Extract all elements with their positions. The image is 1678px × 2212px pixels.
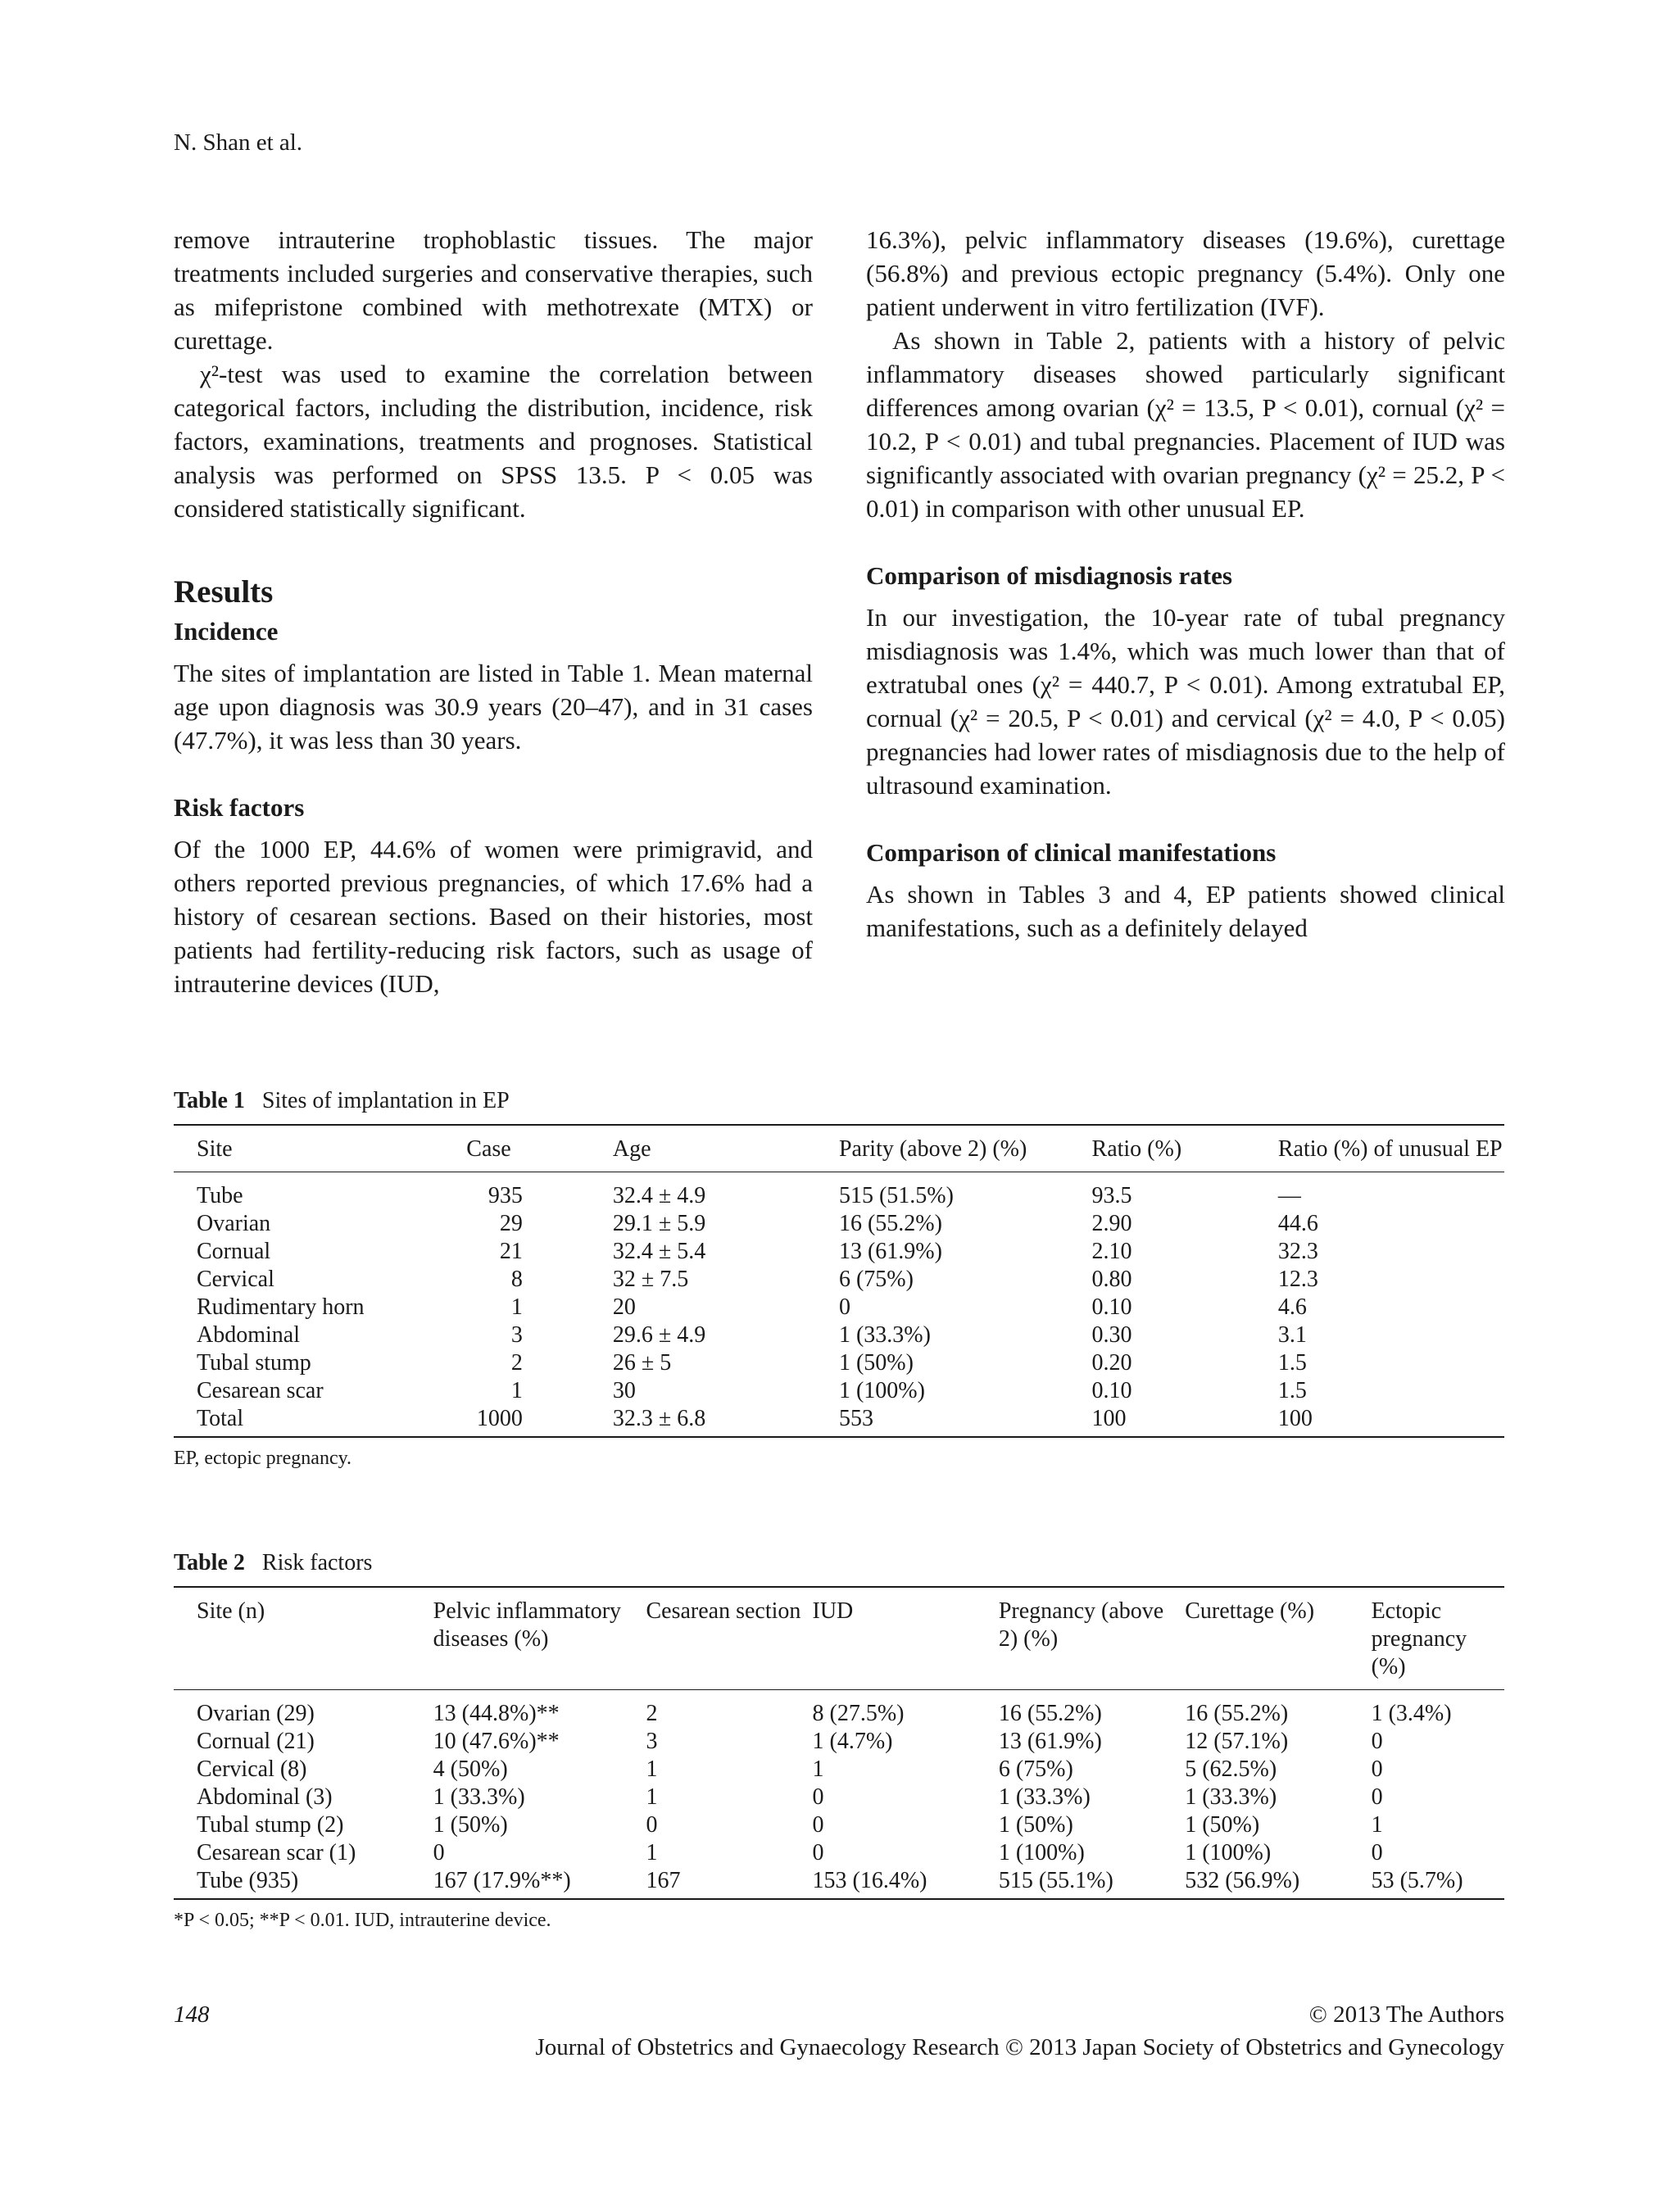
table-1-cell: 0.20 xyxy=(1091,1350,1132,1376)
table-1-cell: 12.3 xyxy=(1277,1267,1318,1292)
table-1-cell: 6 (75%) xyxy=(838,1267,914,1292)
table-1-cell: 4.6 xyxy=(1277,1294,1307,1320)
running-head: N. Shan et al. xyxy=(174,129,303,156)
table-2-cell: 1 (50%) xyxy=(998,1812,1073,1838)
table-1-cell: 0 xyxy=(838,1294,850,1320)
table-1-cell: 100 xyxy=(1278,1405,1504,1437)
table-row xyxy=(174,1839,1504,1867)
table-2-cell: 6 (75%) xyxy=(998,1756,1073,1782)
table-2-cell: 153 (16.4%) xyxy=(813,1867,999,1899)
table-row xyxy=(174,1349,1504,1377)
table-1-cell: 30 xyxy=(612,1378,636,1403)
table-2-cell: 1 xyxy=(1371,1812,1383,1838)
table-1-cell: 3 xyxy=(510,1322,523,1348)
table-1-cell: 29.1 ± 5.9 xyxy=(612,1211,706,1236)
table-1-cell: 0.10 xyxy=(1091,1294,1132,1320)
table-2-cell: 8 (27.5%) xyxy=(812,1701,905,1726)
table-1-cell: Ovarian xyxy=(197,1211,271,1236)
table-row xyxy=(174,1867,1504,1899)
table-1-label: Table 1 xyxy=(174,1088,245,1113)
table-2-cell: 0 xyxy=(433,1840,445,1865)
table-2-cell: 0 xyxy=(1371,1784,1383,1810)
table-2-grid xyxy=(174,1586,1504,1900)
table-2-cell: 1 (3.4%) xyxy=(1371,1701,1452,1726)
paragraph-statistics: χ²-test was used to examine the correlation between categorical factors, including the distribution, incidence, risk factors, examinations, treatments and prognoses. Statistical analysis was performed on SPSS 13.5. P < 0.05 was considered statistically significant. xyxy=(174,360,813,523)
table-2-cell: 1 (100%) xyxy=(1185,1840,1272,1865)
table-2-cell: Ovarian (29) xyxy=(197,1701,315,1726)
table-2-cell: 13 (61.9%) xyxy=(998,1729,1102,1754)
table-1-cell: 1 (50%) xyxy=(838,1350,914,1376)
table-row xyxy=(174,1728,1504,1756)
table-1-cell: 44.6 xyxy=(1277,1211,1318,1236)
table-2-header-2: Cesarean section xyxy=(646,1587,813,1690)
table-1-cell: 1.5 xyxy=(1277,1378,1307,1403)
footer-journal: Journal of Obstetrics and Gynaecology Research © 2013 Japan Society of Obstetrics and Gynecology xyxy=(535,2034,1504,2060)
table-2-cell: 1 (100%) xyxy=(998,1840,1085,1865)
heading-misdiagnosis: Comparison of misdiagnosis rates xyxy=(866,561,1232,590)
table-2-note: *P < 0.05; **P < 0.01. IUD, intrauterine device. xyxy=(174,1910,551,1931)
table-1-caption xyxy=(174,1088,1504,1114)
table-1-cell: 1 xyxy=(510,1294,523,1320)
table-2-cell: 0 xyxy=(812,1784,824,1810)
table-2-header-5: Curettage (%) xyxy=(1185,1587,1371,1690)
table-row xyxy=(174,1294,1504,1321)
table-1-cell: 935 xyxy=(488,1183,523,1208)
table-2-cell: 10 (47.6%)** xyxy=(433,1729,560,1754)
table-1-cell: 0.10 xyxy=(1091,1378,1132,1403)
heading-incidence: Incidence xyxy=(174,617,279,646)
table-1-cell: Cervical xyxy=(197,1267,274,1292)
table-2-header-6: Ectopic pregnancy (%) xyxy=(1372,1587,1504,1690)
table-1-cell: 0.80 xyxy=(1091,1267,1132,1292)
table-row xyxy=(174,1811,1504,1839)
table-1-cell: Cornual xyxy=(197,1239,271,1264)
table-2-cell: 16 (55.2%) xyxy=(1185,1701,1289,1726)
table-1-header-4: Ratio (%) xyxy=(1092,1125,1278,1172)
table-1-header-3: Parity (above 2) (%) xyxy=(839,1125,1092,1172)
table-row xyxy=(174,1238,1504,1266)
table-row xyxy=(174,1756,1504,1784)
right-column xyxy=(866,223,1505,945)
table-1-cell: 2.90 xyxy=(1091,1211,1132,1236)
paragraph-table2-summary: As shown in Table 2, patients with a history of pelvic inflammatory diseases showed particularly significant differences among ovarian (χ² = 13.5, P < 0.01), cornual (χ² = 10.2, P < 0.01) and tubal pregnancies. Placement of IUD was significantly associated with ovarian pregnancy (χ² = 25.2, P < 0.01) in comparison with other unusual EP. xyxy=(866,326,1505,523)
table-1-cell: Cesarean scar xyxy=(197,1378,324,1403)
table-1-cell: — xyxy=(1277,1183,1301,1208)
table-2-cell: 4 (50%) xyxy=(433,1756,508,1782)
paragraph-risk-factors: Of the 1000 EP, 44.6% of women were primigravid, and others reported previous pregnancies, of which 17.6% had a history of cesarean sections. Based on their histories, most patients had fertility-reducing risk factors, such as usage of intrauterine devices (IUD, xyxy=(174,835,813,998)
heading-clinical: Comparison of clinical manifestations xyxy=(866,838,1277,867)
left-column xyxy=(174,223,813,1000)
table-2-cell: 3 xyxy=(646,1729,658,1754)
table-2-cell: 1 (33.3%) xyxy=(433,1784,525,1810)
footer-copyright: © 2013 The Authors xyxy=(1308,2001,1504,2028)
table-2-cell: Tubal stump (2) xyxy=(197,1812,344,1838)
paragraph-methods-end: remove intrauterine trophoblastic tissues. The major treatments included surgeries and conservative therapies, such as mifepristone combined with methotrexate (MTX) or curettage. xyxy=(174,225,813,355)
table-2-cell: 515 (55.1%) xyxy=(999,1867,1185,1899)
table-2-cell: 1 (33.3%) xyxy=(998,1784,1091,1810)
table-1-cell: Total xyxy=(174,1405,466,1437)
table-1-cell: 16 (55.2%) xyxy=(838,1211,942,1236)
table-1-note: EP, ectopic pregnancy. xyxy=(174,1448,352,1469)
table-2-cell: Tube (935) xyxy=(174,1867,433,1899)
table-1-cell: 13 (61.9%) xyxy=(838,1239,942,1264)
table-1-cell: 0.30 xyxy=(1091,1322,1132,1348)
table-2-cell: 167 (17.9%**) xyxy=(433,1867,646,1899)
table-2-caption xyxy=(174,1550,1504,1576)
table-row xyxy=(174,1172,1504,1211)
table-1-header-2: Age xyxy=(613,1125,839,1172)
table-2-cell: 1 xyxy=(646,1756,658,1782)
table-row xyxy=(174,1210,1504,1238)
table-1-cell: 1 (100%) xyxy=(838,1378,925,1403)
table-1-cell: 1 (33.3%) xyxy=(838,1322,931,1348)
table-2-cell: Cesarean scar (1) xyxy=(197,1840,356,1865)
table-row xyxy=(174,1784,1504,1811)
table-2-cell: 16 (55.2%) xyxy=(998,1701,1102,1726)
table-2-cell: 0 xyxy=(646,1812,658,1838)
heading-results: Results xyxy=(174,574,274,610)
table-1-cell: 100 xyxy=(1092,1405,1278,1437)
table-2-header-0: Site (n) xyxy=(174,1587,433,1690)
table-1-cell: 2 xyxy=(510,1350,523,1376)
table-2-cell: 0 xyxy=(1371,1756,1383,1782)
table-1 xyxy=(174,1088,1504,1470)
table-1-cell: 3.1 xyxy=(1277,1322,1307,1348)
table-2-title: Risk factors xyxy=(261,1550,373,1575)
table-2-cell: 0 xyxy=(812,1840,824,1865)
table-1-cell: 8 xyxy=(510,1267,523,1292)
table-1-cell: 1 xyxy=(510,1378,523,1403)
table-2-cell: 53 (5.7%) xyxy=(1372,1867,1504,1899)
table-1-cell: 21 xyxy=(499,1239,523,1264)
table-row xyxy=(174,1321,1504,1349)
table-row xyxy=(174,1405,1504,1437)
table-2 xyxy=(174,1550,1504,1932)
table-1-cell: Tube xyxy=(197,1183,243,1208)
table-1-header-5: Ratio (%) of unusual EP xyxy=(1278,1125,1504,1172)
page-number: 148 xyxy=(174,2001,210,2028)
table-1-cell: 32.4 ± 4.9 xyxy=(612,1183,706,1208)
table-1-header-0: Site xyxy=(174,1125,466,1172)
table-2-cell: 1 (4.7%) xyxy=(812,1729,893,1754)
table-2-cell: 13 (44.8%)** xyxy=(433,1701,560,1726)
table-1-cell: 2.10 xyxy=(1091,1239,1132,1264)
table-row xyxy=(174,1266,1504,1294)
paragraph-clinical: As shown in Tables 3 and 4, EP patients showed clinical manifestations, such as a definitely delayed xyxy=(866,880,1505,942)
table-1-cell: 32.3 ± 6.8 xyxy=(613,1405,839,1437)
table-2-cell: 0 xyxy=(812,1812,824,1838)
table-2-cell: 1 (50%) xyxy=(433,1812,508,1838)
paragraph-risk-cont: 16.3%), pelvic inflammatory diseases (19.6%), curettage (56.8%) and previous ectopic pregnancy (5.4%). Only one patient underwent in vitro fertilization (IVF). xyxy=(866,225,1505,321)
table-2-header-1: Pelvic inflammatory diseases (%) xyxy=(433,1587,646,1690)
table-2-cell: 5 (62.5%) xyxy=(1185,1756,1277,1782)
table-2-cell: Cervical (8) xyxy=(197,1756,307,1782)
paragraph-incidence: The sites of implantation are listed in Table 1. Mean maternal age upon diagnosis was 30.9 years (20–47), and in 31 cases (47.7%), it was less than 30 years. xyxy=(174,659,813,755)
table-1-header-1: Case xyxy=(466,1125,613,1172)
table-1-cell: 32.3 xyxy=(1277,1239,1318,1264)
table-1-cell: 20 xyxy=(612,1294,636,1320)
table-2-cell: Cornual (21) xyxy=(197,1729,315,1754)
table-2-cell: 1 (50%) xyxy=(1185,1812,1260,1838)
table-1-cell: 29 xyxy=(499,1211,523,1236)
table-1-title: Sites of implantation in EP xyxy=(261,1088,510,1113)
table-2-cell: 0 xyxy=(1371,1840,1383,1865)
table-row xyxy=(174,1377,1504,1405)
table-1-cell: 26 ± 5 xyxy=(612,1350,672,1376)
table-1-cell: 515 (51.5%) xyxy=(838,1183,954,1208)
table-1-cell: 1.5 xyxy=(1277,1350,1307,1376)
table-2-cell: 1 xyxy=(812,1756,824,1782)
table-2-cell: 1 (33.3%) xyxy=(1185,1784,1277,1810)
table-1-cell: Rudimentary horn xyxy=(197,1294,365,1320)
table-1-cell: 32.4 ± 5.4 xyxy=(612,1239,706,1264)
table-1-cell: 29.6 ± 4.9 xyxy=(612,1322,706,1348)
table-2-header-4: Pregnancy (above 2) (%) xyxy=(999,1587,1185,1690)
table-2-label: Table 2 xyxy=(174,1550,245,1575)
body-columns xyxy=(174,223,1504,1042)
table-1-grid xyxy=(174,1124,1504,1438)
table-2-cell: 12 (57.1%) xyxy=(1185,1729,1289,1754)
table-1-cell: Tubal stump xyxy=(197,1350,311,1376)
table-1-cell: 32 ± 7.5 xyxy=(612,1267,689,1292)
table-2-cell: 2 xyxy=(646,1701,658,1726)
table-2-cell: 167 xyxy=(646,1867,813,1899)
table-1-cell: 553 xyxy=(839,1405,1092,1437)
paragraph-misdiagnosis: In our investigation, the 10-year rate of tubal pregnancy misdiagnosis was 1.4%, which was much lower than that of extratubal ones (χ² = 440.7, P < 0.01). Among extratubal EP, cornual (χ² = 20.5, P < 0.01) and cervical (χ² = 4.0, P < 0.05) pregnancies had lower rates of misdiagnosis due to the help of ultrasound examination. xyxy=(866,603,1505,800)
table-2-cell: Abdominal (3) xyxy=(197,1784,333,1810)
table-row xyxy=(174,1690,1504,1729)
heading-risk-factors: Risk factors xyxy=(174,793,305,822)
table-1-cell: 93.5 xyxy=(1091,1183,1132,1208)
table-2-header-3: IUD xyxy=(813,1587,999,1690)
table-2-cell: 1 xyxy=(646,1784,658,1810)
table-1-cell: 1000 xyxy=(466,1405,613,1437)
table-2-cell: 0 xyxy=(1371,1729,1383,1754)
table-1-cell: Abdominal xyxy=(197,1322,300,1348)
table-2-cell: 532 (56.9%) xyxy=(1185,1867,1371,1899)
table-2-cell: 1 xyxy=(646,1840,658,1865)
